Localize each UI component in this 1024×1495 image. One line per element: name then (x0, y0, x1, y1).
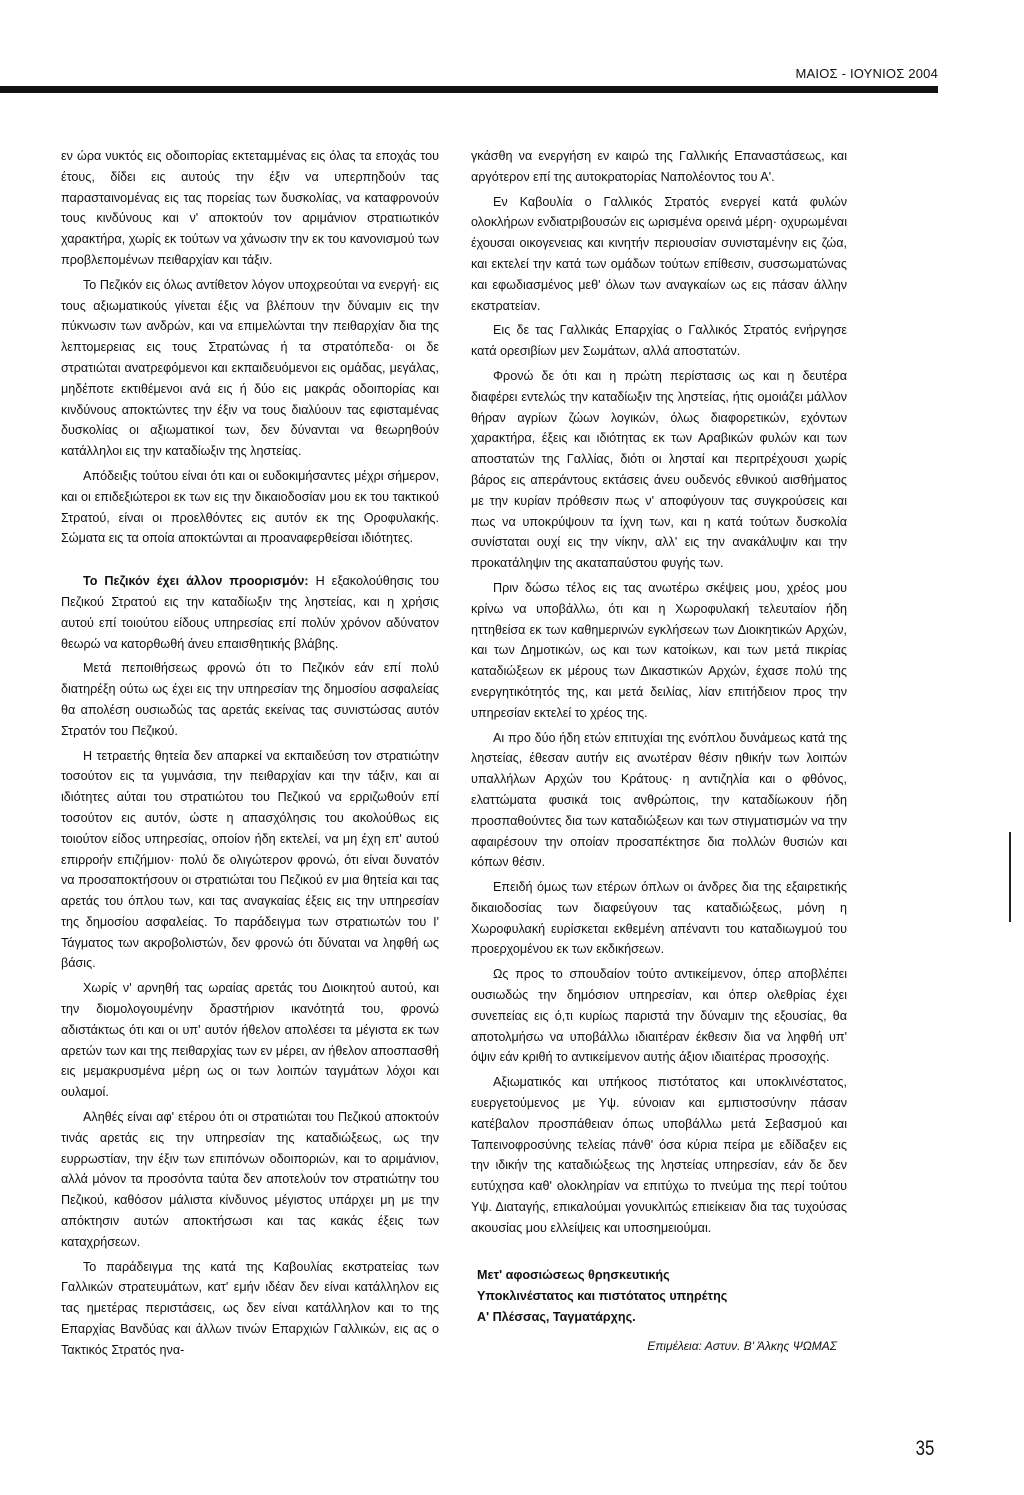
bold-lead-in: Το Πεζικόν έχει άλλον προορισμόν: (83, 574, 309, 589)
paragraph: Το Πεζικόν εις όλως αντίθετον λόγον υποχρεούται να ενεργή· εις τους αξιωματικούς γίνεται έξις να βλέπουν την δύναμιν εις την πύκνωσιν των ανδρών, και να επιμελώνται την πειθαρχίαν δια της λεπτομερειας εις τους Στρατώνας ή τα στρατόπεδα· οι δε στρατιώται ανατρεφόμενοι και εκπαιδευόμενοι εις ομάδας, μεγάλας, μηδέποτε εκτιθέμενοι ανά εις ή δύο εις μακράς οδοιπορίας και κινδύνους αποκτώντες την έξιν να τους διαλύουν τας εφισταμένας δυσκολίας οι αξιωματικοί των, δεν δύνανται να θεωρηθούν κατάλληλοι εις την καταδίωξιν της ληστείας. (61, 277, 439, 459)
issue-date-header: ΜΑΙΟΣ - ΙΟΥΝΙΟΣ 2004 (795, 66, 938, 81)
paragraph: Πριν δώσω τέλος εις τας ανωτέρω σκέψεις μου, χρέος μου κρίνω να υποβάλλω, ότι και η Χωροφυλακή τελευταίον ήδη ηττηθείσα εκ των καθημερινών εγκλήσεων των Διοικητικών Αρχών, και των Δημοτικών, ως και των κατοίκων, και των μετά πικρίας καταδιώξεων εκ μέρους των Δικαστικών Αρχών, έχασε πολύ της ενεργητικότητός της, και μετά δειλίας, λίαν επιτήδειον προς την υπηρεσίαν εκτελεί το χρέος της. (471, 580, 847, 720)
left-column (61, 146, 439, 1365)
paragraph-text: Η εξακολούθησις του Πεζικού Στρατού εις την καταδίωξιν της ληστείας, και η χρήσις αυτού επί τοιούτου είδους υπηρεσίας επί πολύν χρόνον αδύνατον θεωρώ να κατορθωθή άνευ επαισθητικής βλάβης. (61, 574, 439, 651)
paragraph: Αληθές είναι αφ' ετέρου ότι οι στρατιώται του Πεζικού αποκτούν τινάς αρετάς εις την υπηρεσίαν της καταδιώξεως, ως την ευρρωστίαν, την έξιν των επιπόνων οδοιποριών, και το αριμάνιον, αλλά μόνον τα προσόντα ταύτα δεν αποτελούν τον στρατιώτην του Πεζικού, καθόσον μάλιστα κίνδυνος μέγιστος υπάρχει μη με την απόκτησιν αυτών αποκτήσωσι και τας κακάς έξεις των καταχρήσεων. (61, 1110, 439, 1249)
editor-credit: Επιμέλεια: Αστυν. Β' Άλκης ΨΩΜΑΣ (647, 1338, 837, 1353)
paragraph: γκάσθη να ενεργήση εν καιρώ της Γαλλικής Επαναστάσεως, και αργότερον επί της αυτοκρατορίας Ναπολέοντος του Α'. (471, 149, 847, 184)
paragraph: Το παράδειγμα της κατά της Καβουλίας εκστρατείας των Γαλλικών στρατευμάτων, κατ' εμήν ιδέαν δεν είναι κατάλληλον εις τας ημετέρας περιστάσεις, ως δεν είναι κατάλληλον και το της Επαρχίας Βανδύας και άλλων τινών Επαρχιών Γαλλικών, εις ας ο Τακτικός Στρατός ηνα- (61, 1259, 439, 1357)
paragraph: Αι προ δύο ήδη ετών επιτυχίαι της ενόπλου δυνάμεως κατά της ληστείας, έθεσαν αυτήν εις ανωτέραν θέσιν ηθικήν των λοιπών υπαλλήλων Αρχών του Κράτους· η αντιζηλία και ο φθόνος, ελαττώματα φυσικά τοις ανθρώποις, την καταδίωκουν ήδη προσπαθούντες δια των καταδιώξεων και των στιγματισμών να την αφαιρέσουν την οποίαν προσαπέκτησε δια πολλών θυσιών και κόπων θέσιν. (471, 730, 847, 870)
header-rule (0, 86, 938, 93)
paragraph: Η τετραετής θητεία δεν απαρκεί να εκπαιδεύση τον στρατιώτην τοσούτον εις τα γυμνάσια, την πειθαρχίαν και την τάξιν, και αι ιδιότητες αύται του στρατιώτου του Πεζικού να ερριζωθούν επί τοσούτον εις αυτόν, ώστε η απασχόλησις του ακολούθως εις τοιούτον είδος υπηρεσίας, οποίον ήδη εκτελεί, να μη έχη επ' αυτού επιρροήν επιζήμιον· πολύ δε ολιγώτερον φρονώ, ότι είναι δυνατόν να προσαποκτήσουν οι στρατιώται του Πεζικού εν μια θητεία και τας αρετάς του όπλου των, και τας αναγκαίας έξεις εις την υπηρεσίαν της δημοσίου ασφαλείας. Το παράδειγμα των στρατιωτών του Ι' Τάγματος των ακροβολιστών, δεν φρονώ ότι δύναται να ληφθή ως βάσις. (61, 748, 439, 971)
paragraph: Εις δε τας Γαλλικάς Επαρχίας ο Γαλλικός Στρατός ενήργησε κατά ορεσιβίων μεν Σωμάτων, αλλά αποστατών. (471, 323, 847, 359)
paragraph: εν ώρα νυκτός εις οδοιπορίας εκτεταμμένας εις όλας τα εποχάς του έτους, δίδει εις αυτούς την έξιν να υπερπηδούν τας παρασταινομένας εις τας πορείας των δυσκολίας, να καταφρονούν τους κινδύνους και ν' αποκτούν τον αριμάνιον στρατιωτικόν χαρακτήρα, χωρίς εκ τούτων να χάνωσιν την εκ του κανονισμού των προβλεπομένων πειθαρχίαν και τάξιν. (61, 149, 439, 267)
paragraph: Ως προς το σπουδαίον τούτο αντικείμενον, όπερ αποβλέπει ουσιωδώς την δημόσιον υπηρεσίαν, και όπερ ολεθρίας έχει συνεπείας εις ό,τι κυρίως παριστά την δύναμιν της εξουσίας, θα αποτολμήσω να υποβάλλω ιδιαιτέραν έκθεσιν δια να ληφθή υπ' όψιν εάν κριθή το αντικείμενον αυτής άξιον ιδιαιτέρας προσοχής. (471, 967, 847, 1065)
paragraph: Μετά πεποιθήσεως φρονώ ότι το Πεζικόν εάν επί πολύ διατηρέξη ούτω ως έχει εις την υπηρεσίαν της δημοσίου ασφαλείας θα απολέση ουσιωδώς τας αρετάς εκείνας τας συνιστώσας αυτόν Στρατόν του Πεζικού. (61, 661, 439, 738)
signature-line: Α' Πλέσσας, Ταγματάρχης. (477, 1309, 636, 1324)
paragraph: Φρονώ δε ότι και η πρώτη περίστασις ως και η δευτέρα διαφέρει εντελώς την καταδίωξιν της ληστείας, ήτις ομοιάζει μάλλον θήραν αγρίων ζώων λογικών, όλως διαφορετικών, εχόντων χαρακτήρα, έξεις και ιδιότητας εκ των Αραβικών φυλών και των αποστατών της Γαλλίας, διότι οι λησταί και περιτρέχουσι χωρίς βάρος εις απεράντους εκτάσεις άνευ ουδενός εθνικού αισθήματος με την κυρίαν πρόθεσιν πως ν' αποφύγουν τας συγκρούσεις και πως να υποκρύψουν τα ίχνη των, και η κατά τούτων δυσκολία συνίσταται ουχί εις την νίκην, αλλ' εις την ανακάλυψιν και την προκατάληψιν της ακαταπαύστου φυγής των. (471, 368, 847, 571)
paragraph: Αξιωματικός και υπήκοος πιστότατος και υποκλινέστατος, ευεργετούμενος με Υψ. εύνοιαν και εμπιστοσύνην πάσαν κατέβαλον προσπάθειαν όπως υποβάλλω μετά Σεβασμού και Ταπεινοφροσύνης τελείας πάνθ' όσα κύρια πείρα με εδίδαξεν εις την ιδικήν της καταδιώξεως της ληστείας υπηρεσίαν, εάν δε δεν ευτύχησα καθ' ολοκληρίαν να επιτύχω το πνεύμα της περί τούτου Υψ. Διαταγής, επικαλούμαι γονυκλιτώς επιείκειαν δια τας τυχούσας ακουσίας μου ελλείψεις και υποσημειούμαι. (471, 1075, 847, 1235)
signature-line: Υποκλινέστατος και πιστότατος υπηρέτης (477, 1288, 728, 1303)
signature-line: Μετ' αφοσιώσεως θρησκευτικής (477, 1267, 670, 1282)
margin-mark (1009, 832, 1011, 922)
paragraph: Χωρίς ν' αρνηθή τας ωραίας αρετάς του Διοικητού αυτού, και την διομολογουμένην δραστήριον ικανότητά του, φρονώ αδιστάκτως ότι και οι υπ' αυτόν ήθελον απολέσει τα μέγιστα εκ των αρετών των και της πειθαρχίας των εν μέρει, αν ήθελον αποσπασθή εις μεμακρυσμένα μέρη ως οι των λοιπών ταγμάτων λόχοι και ουλαμοί. (61, 981, 440, 1100)
signature-block (471, 1265, 847, 1328)
paragraph: Εν Καβουλία ο Γαλλικός Στρατός ενεργεί κατά φυλών ολοκλήρων ενδιατριβουσών εις ωρισμένα ορεινά μέρη· οχυρωμέναι έχουσαι οικογενειας και κινητήν περιουσίαν συνισταμένην εις ζώα, και εκτελεί την κατά των ομάδων τούτων επίθεσιν, συσσωματώνας και εφωδιασμένος μεθ' όλων των αναγκαίων ως εις πάσαν άλλην εκστρατείαν. (471, 194, 847, 313)
right-column (471, 146, 847, 1356)
page-number: 35 (915, 1437, 934, 1460)
paragraph (61, 571, 439, 654)
paragraph: Επειδή όμως των ετέρων όπλων οι άνδρες δια της εξαιρετικής δικαιοδοσίας των διαφεύγουν τας καταδιώξεως, μόνη η Χωροφυλακή ευρίσκεται εκθεμένη απέναντι του καταδιωγμού του προερχομένου εκ των εκδικήσεων. (471, 880, 847, 957)
paragraph: Απόδειξις τούτου είναι ότι και οι ευδοκιμήσαντες μέχρι σήμερον, και οι επιδεξιώτεροι εκ των εις την δικαιοδοσίαν μου εκ του τακτικού Στρατού, είναι οι προελθόντες εις αυτόν εκ της Οροφυλακής. Σώματα εις τα οποία αποκτώνται αι προαναφερθείσαι ιδιότητες. (61, 468, 439, 546)
